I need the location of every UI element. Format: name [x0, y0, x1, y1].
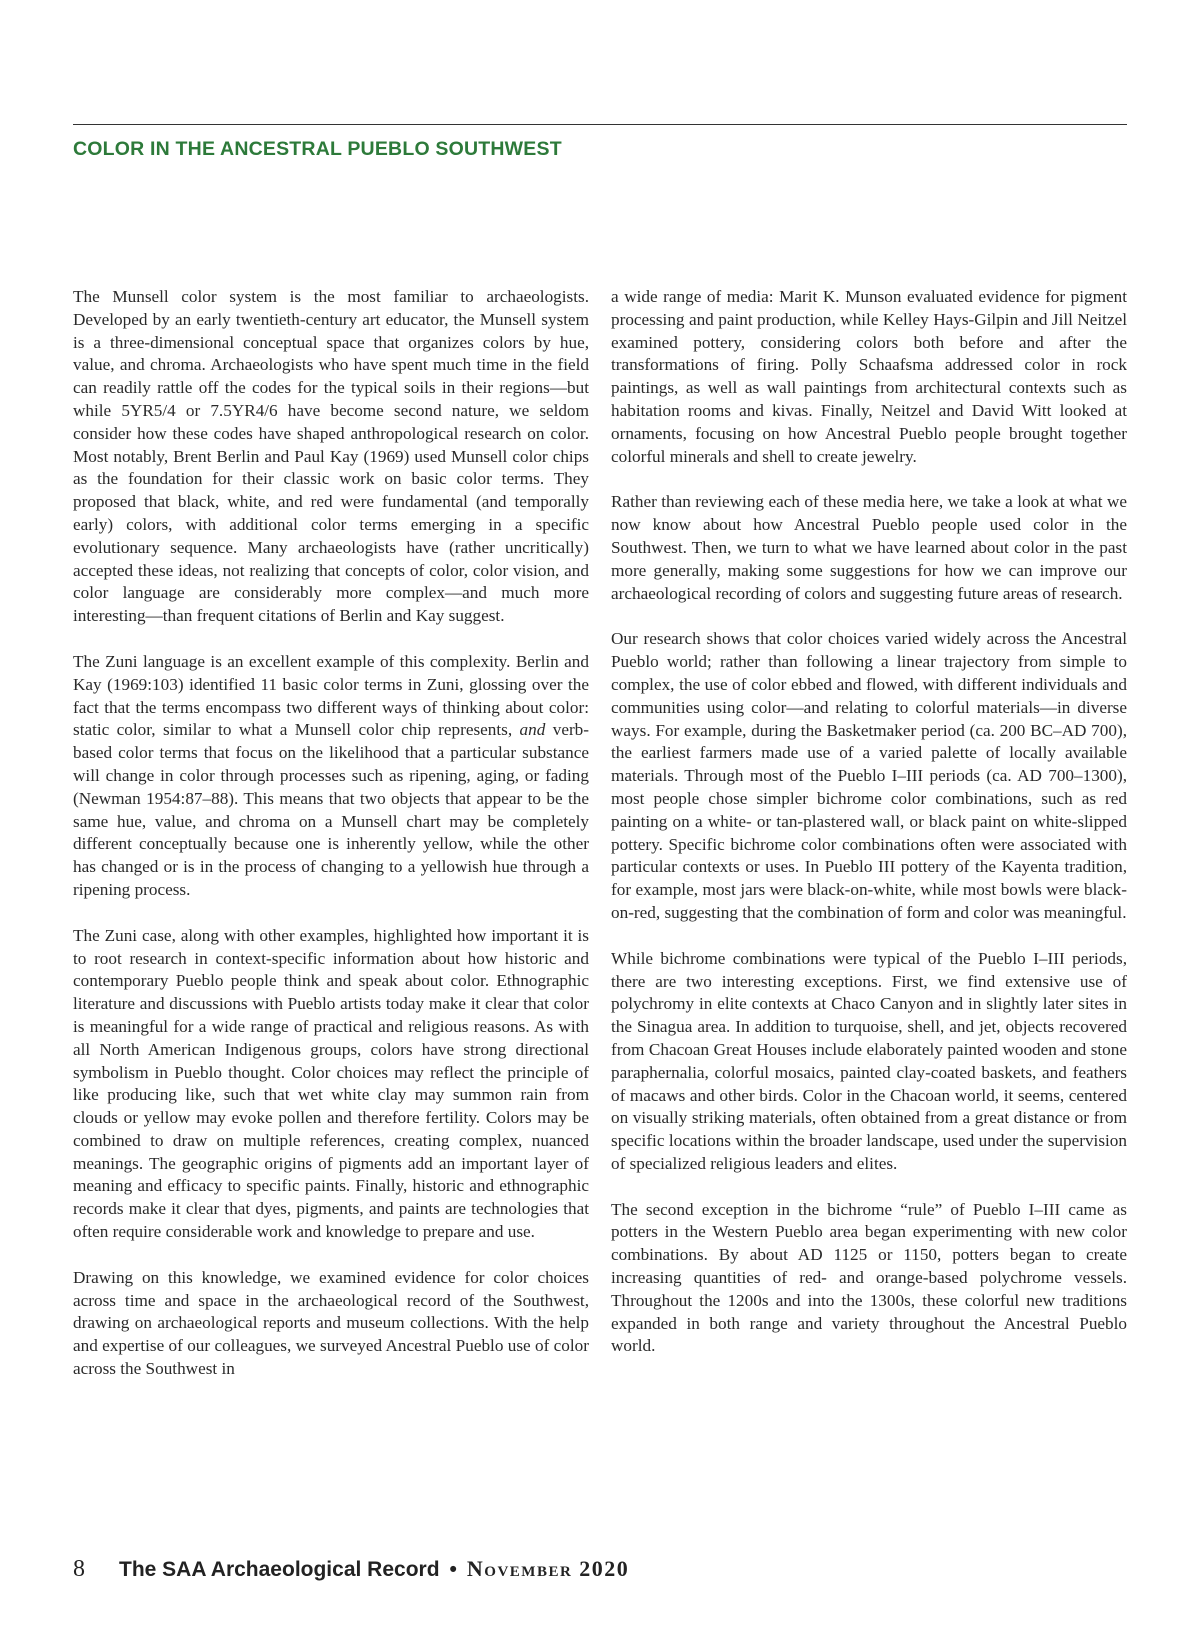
body-paragraph: Our research shows that color choices varied widely across the Ancestral Pueblo world; rather than following a linear trajectory from simple to complex, the use of color ebbed and flowed, with different individuals and communities using color—and relating to colorful materials—in diverse ways. For example, during the Basketmaker period (ca. 200 BC–AD 700), the earliest farmers made use of a varied palette of locally available materials. Through most of the Pueblo I–III periods (ca. AD 700–1300), most people chose simpler bichrome color combinations, such as red painting on a white- or tan-plastered wall, or black paint on white-slipped pottery. Specific bichrome color combinations often were associated with particular contexts or uses. In Pueblo III pottery of the Kayenta tradition, for example, most jars were black-on-white, while most bowls were black-on-red, suggesting that the combination of form and color was meaningful. — [611, 629, 1127, 922]
issue-date: November 2020 — [466, 1556, 630, 1581]
page-number: 8 — [73, 1556, 85, 1582]
body-paragraph: The Munsell color system is the most familiar to archaeologists. Developed by an early twentieth-century art educator, the Munsell system is a three-dimensional conceptual space that organizes colors by hue, value, and chroma. Archaeologists who have spent much time in the field can readily rattle off the codes for the typical soils in their regions—but while 5YR5/4 or 7.5YR4/6 have become second nature, we seldom consider how these codes have shaped anthropological research on color. Most notably, Brent Berlin and Paul Kay (1969) used Munsell color chips as the foundation for their classic work on basic color terms. They proposed that black, white, and red were fundamental (and temporally early) colors, with additional color terms emerging in a specific evolutionary sequence. Many archaeologists have (rather uncritically) accepted these ideas, not realizing that concepts of color, color vision, and color language are considerably more complex—and much more interesting—than frequent citations of Berlin and Kay suggest. — [73, 287, 589, 626]
body-paragraph: Rather than reviewing each of these media here, we take a look at what we now know about how Ancestral Pueblo people used color in the Southwest. Then, we turn to what we have learned about color in the past more generally, making some suggestions for how we can improve our archaeological recording of colors and suggesting future areas of research. — [611, 492, 1127, 603]
left-column — [73, 286, 589, 1404]
body-paragraph: The Zuni case, along with other examples, highlighted how important it is to root research in context-specific information about how historic and contemporary Pueblo people think and speak about color. Ethnographic literature and discussions with Pueblo artists today make it clear that color is meaningful for a wide range of practical and religious reasons. As with all North American Indigenous groups, colors have strong directional symbolism in Pueblo thought. Color choices may reflect the principle of like producing like, such that wet white clay may summon rain from clouds or yellow may evoke pollen and therefore fertility. Colors may be combined to draw on multiple references, creating complex, nuanced meanings. The geographic origins of pigments add an important layer of meaning and efficacy to specific paints. Finally, historic and ethnographic records make it clear that dyes, pigments, and paints are technologies that often require considerable work and knowledge to prepare and use. — [73, 925, 589, 1242]
body-paragraph: a wide range of media: Marit K. Munson evaluated evidence for pigment processing and paint production, while Kelley Hays-Gilpin and Jill Neitzel examined pottery, considering colors both before and after the transformations of firing. Polly Schaafsma addressed color in rock paintings, as well as wall paintings from architectural contexts such as habitation rooms and kivas. Finally, Neitzel and David Witt looked at ornaments, focusing on how Ancestral Pueblo people brought together colorful minerals and shell to create jewelry. — [611, 287, 1127, 466]
paragraph-text: The Zuni language is an excellent example of this complexity. Berlin and Kay (1969:103) identified 11 basic color terms in Zuni, glossing over the fact that the terms encompass two different ways of thinking about color: static color, similar to what a Munsell color chip represents, — [73, 651, 589, 740]
body-paragraph: Drawing on this knowledge, we examined evidence for color choices across time and space in the archaeological record of the Southwest, drawing on archaeological reports and museum collections. With the help and expertise of our colleagues, we surveyed Ancestral Pueblo use of color across the Southwest in — [73, 1267, 589, 1379]
publication-title: The SAA Archaeological Record — [119, 1558, 440, 1581]
paragraph-text: verb-based color terms that focus on the likelihood that a particular substance will change in color through processes such as ripening, aging, or fading (Newman 1954:87–88). This means that two objects that appear to be the same hue, value, and chroma on a Munsell chart may be completely different conceptually because one is inherently yellow, while the other has changed or is in the process of changing to a yellowish hue through a ripening process. — [73, 720, 589, 899]
body-paragraph — [73, 651, 589, 902]
body-paragraph: The second exception in the bichrome “rule” of Pueblo I–III came as potters in the Western Pueblo area began experimenting with new color combinations. By about AD 1125 or 1150, potters began to create increasing quantities of red- and orange-based polychrome vessels. Throughout the 1200s and into the 1300s, these colorful new traditions expanded in both range and variety throughout the Ancestral Pueblo world. — [611, 1199, 1127, 1356]
header-rule — [73, 124, 1127, 125]
emphasis-text: and — [519, 720, 546, 740]
footer-bullet: • — [449, 1558, 457, 1581]
body-paragraph: While bichrome combinations were typical of the Pueblo I–III periods, there are two interesting exceptions. First, we find extensive use of polychromy in elite contexts at Chaco Canyon and in slightly later sites in the Sinagua area. In addition to turquoise, shell, and jet, objects recovered from Chacoan Great Houses include elaborately painted wooden and stone paraphernalia, colorful mosaics, painted clay-coated baskets, and feathers of macaws and other birds. Color in the Chacoan world, it seems, centered on visually striking materials, often obtained from a great distance or from specific locations within the broader landscape, used under the supervision of specialized religious leaders and elites. — [611, 948, 1127, 1173]
page-footer — [73, 1556, 629, 1583]
section-title: COLOR IN THE ANCESTRAL PUEBLO SOUTHWEST — [73, 138, 562, 160]
right-column — [611, 286, 1127, 1381]
